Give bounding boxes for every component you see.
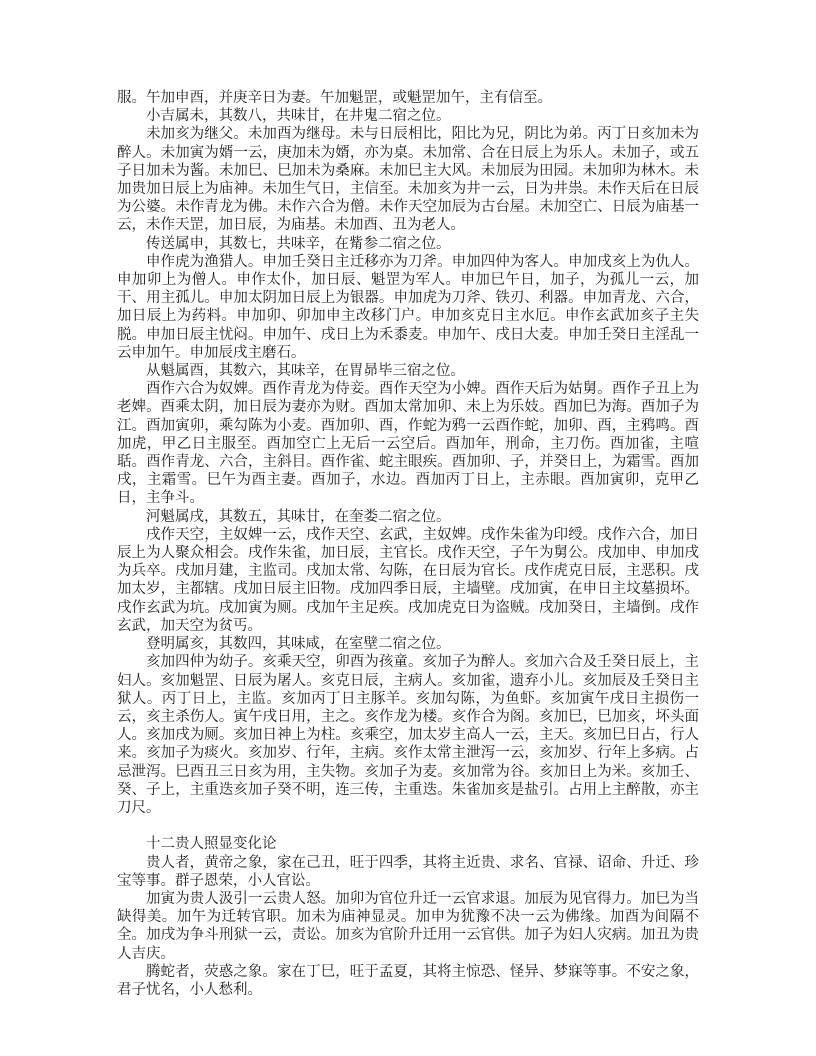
paragraph-guiren-branches: 加寅为贵人汲引一云贵人怒。加卯为官位升迁一云官求退。加辰为见官得力。加巳为当缺得美。加午为迁转官职。加未为庙神显灵。加申为犹豫不决一云为佛缘。加酉为间隔不全。加戌为争斗刑狱一云，责讼。加亥为官阶升迁用一云官供。加子为妇人灾病。加丑为贵人吉庆。 — [117, 890, 699, 962]
paragraph-shen: 申作虎为渔猎人。申加壬癸日主迁移亦为刀斧。申加四仲为客人。申加戌亥上为仇人。申加卯上为僧人。申作太仆，加日辰、魁罡为军人。申加巳午日，加子，为孤儿一云，加干、用主孤儿。申加太阴加日辰上为银器。申加虎为刀斧、铁刃、利器。申加青龙、六合，加日辰上为药料。申加卯、卯加申主改移门户。申加亥克日主水厄。申作玄武加亥子主失脱。申加日辰主忧闷。申加午、戌日上为禾黍麦。申加午、戌日大麦。申加壬癸日主淫乱一云申加午。申加辰戌主磨石。 — [117, 253, 699, 361]
paragraph-hai: 亥加四仲为幼子。亥乘天空，卯酉为孩童。亥加子为醉人。亥加六合及壬癸日辰上，主妇人。亥加魁罡、日辰为屠人。亥克日辰，主病人。亥加雀，遗弃小儿。亥加辰及壬癸日主狱人。丙丁日上，主监。亥加丙丁日主豚羊。亥加勾陈，为鱼虾。亥加寅午戌日主损伤一云，亥主杀伤人。寅午戌日用，主之。亥作龙为楼。亥作合为阁。亥加巳，巳加亥，坏头面人。亥加戌为厕。亥加日神上为柱。亥乘空，加太岁主高人一云，主天。亥加巳日占，行人来。亥加子为痰火。亥加岁、行年，主病。亥作太常主泄泻一云，亥加岁、行年上多病。占忌泄泻。巳酉丑三日亥为用，主失物。亥加子为麦。亥加常为谷。亥加日上为米。亥加壬、癸、子上，主重迭亥加子癸不明，连三传，主重迭。朱雀加亥是盐引。占用上主醉散，亦主刀尺。 — [117, 654, 699, 816]
section-intro-xu: 河魁属戌，其数五，其味甘，在奎娄二宿之位。 — [146, 508, 451, 525]
paragraph-tengshe: 腾蛇者，荧惑之象。家在丁巳，旺于孟夏，其将主惊恐、怪异、梦寐等事。不安之象，君子忧名，小人愁利。 — [117, 963, 699, 998]
paragraph-guiren: 贵人者，黄帝之象，家在己丑，旺于四季，其将主近贵、求名、官禄、诏命、升迁、珍宝等事。群子恩荣，小人官讼。 — [117, 854, 699, 889]
section-intro-you: 从魁属酉，其数六，其味辛，在胃昴毕三宿之位。 — [146, 363, 465, 380]
paragraph-xu: 戌作天空，主奴婢一云，戌作天空、玄武，主奴婢。戌作朱雀为印绶。戌作六合，加日辰上为人聚众相会。戌作朱雀，加日辰，主官长。戌作天空，子午为舅公。戌加申、申加戌为兵卒。戌加月建，主监司。戌加太常、勾陈，在日辰为官长。戌作虎克日辰，主恶积。戌加太岁，主都辖。戌加日辰主旧物。戌加四季日辰，主墙壁。戌加寅，在申日主坟墓损坏。戌作玄武为坑。戌加寅为厕。戌加午主足疾。戌加虎克日为盗贼。戌加癸日，主墙倒。戌作玄武，加天空为贫丐。 — [117, 526, 699, 634]
paragraph-wei: 未加亥为继父。未加酉为继母。未与日辰相比，阳比为兄，阴比为弟。丙丁日亥加未为醉人。未加寅为婿一云，庚加未为婿，亦为桌。未加常、合在日辰上为乐人。未加子，或五子日加未为酱。未加巳、巳加未为桑麻。未加巳主大风。未加辰为田园。未加卯为林木。未加贵加日辰上为庙神。未加生气日，主信至。未加亥为井一云，日为井祟。未作天后在日辰为公婆。未作青龙为佛。未作六合为僧。未作天空加辰为古台屋。未加空亡、日辰为庙基一云，未作天罡，加日辰，为庙基。未加酉、丑为老人。 — [117, 126, 699, 234]
section-intro-weiwei: 小吉属未，其数八，共味甘，在井鬼二宿之位。 — [146, 108, 451, 125]
section-intro-hai: 登明属亥，其数四，其味咸，在室壁二宿之位。 — [146, 636, 451, 653]
paragraph-you: 酉作六合为奴婢。酉作青龙为侍妾。酉作天空为小婢。酉作天后为姑舅。酉作子丑上为老婢。酉乘太阴，加日辰为妻亦为财。酉加太常加卯、未上为乐妓。酉加巳为海。酉加子为江。酉加寅卯，乘勾陈为小麦。酉加卯、酉，作蛇为鸦一云酉作蛇，加卯、酉，主鸦鸣。酉加虎，甲乙日主服至。酉加空亡上无后一云空后。酉加年，刑命，主刀伤。酉加雀，主喧聒。酉作青龙、六合，主斜目。酉作雀、蛇主眼疾。酉加卯、子，并癸日上，为霜雪。酉加戌，主霜雪。巳午为酉主妻。酉加子，水边。酉加丙丁日上，主赤眼。酉加寅卯，克甲乙日，主争斗。 — [117, 381, 699, 507]
section-intro-shen: 传送属申，其数七，共味辛，在觜参二宿之位。 — [146, 235, 451, 252]
blank-line — [117, 817, 699, 835]
section-heading: 十二贵人照显变化论 — [146, 836, 277, 853]
paragraph-continuation: 服。午加申酉，并庚辛日为妻。午加魁罡，或魁罡加午，主有信至。 — [117, 90, 552, 106]
